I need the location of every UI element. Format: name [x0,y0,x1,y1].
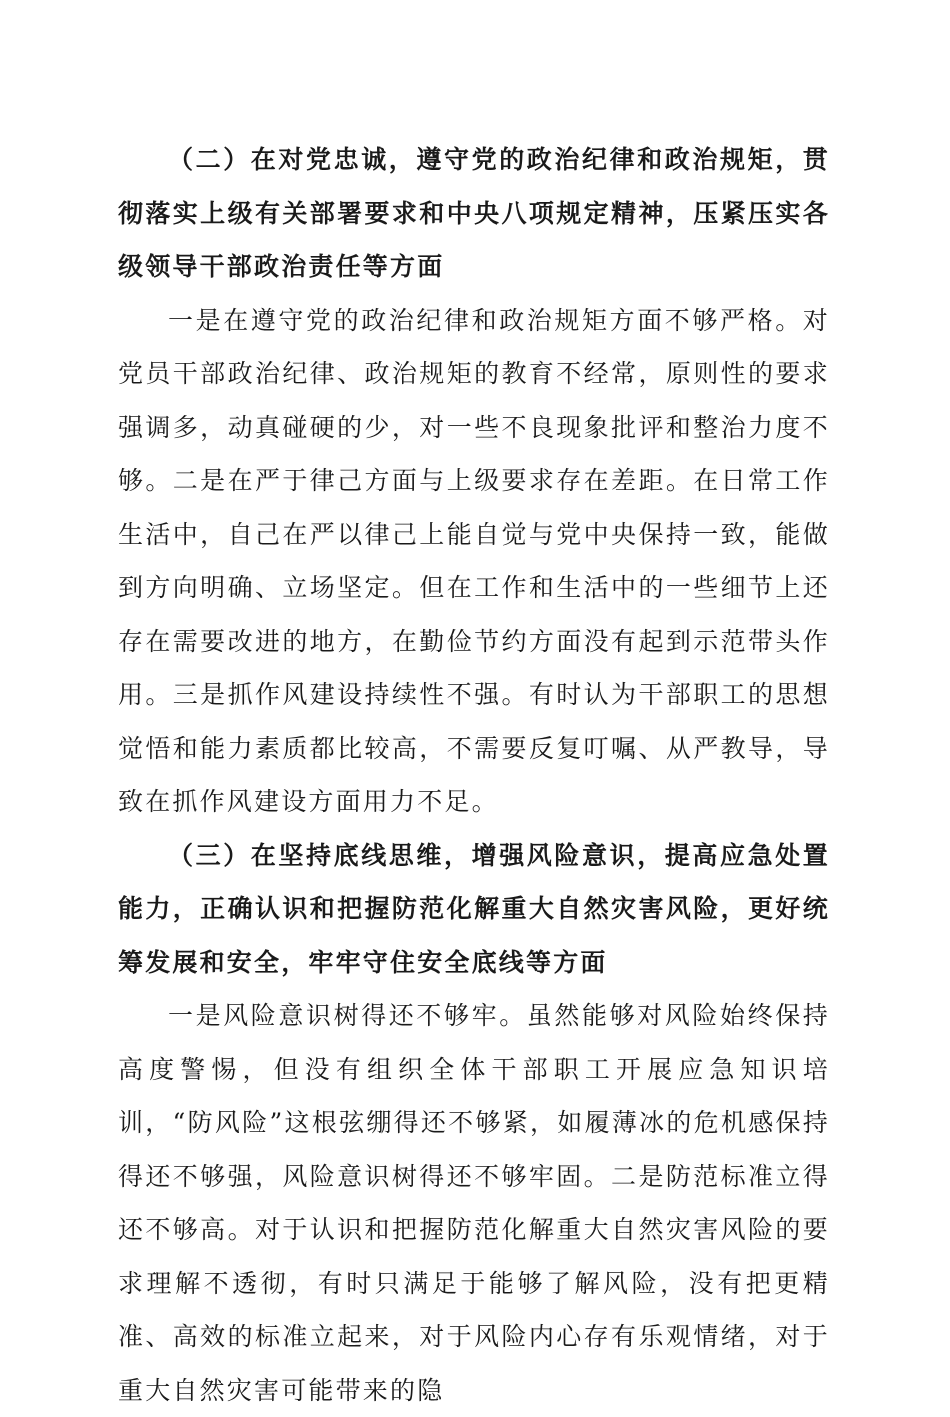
section-heading-3: （三）在坚持底线思维，增强风险意识，提高应急处置能力，正确认识和把握防范化解重大自然灾害风险，更好统筹发展和安全，牢牢守住安全底线等方面 [118,840,830,977]
section-heading-2: （二）在对党忠诚，遵守党的政治纪律和政治规矩，贯彻落实上级有关部署要求和中央八项规定精神，压紧压实各级领导干部政治责任等方面 [118,145,830,281]
section-3-paragraph: 一是风险意识树得还不够牢。虽然能够对风险始终保持高度警惕，但没有组织全体干部职工开展应急知识培训，“防风险”这根弦绷得还不够紧，如履薄冰的危机感保持得还不够强，风险意识树得还不够牢固。二是防范标准立得还不够高。对于认识和把握防范化解重大自然灾害风险的要求理解不透彻，有时只满足于能够了解风险，没有把更精准、高效的标准立起来，对于风险内心存有乐观情绪，对于重大自然灾害可能带来的隐 [118,1001,830,1405]
document-body [118,133,830,1417]
section-2-paragraph: 一是在遵守党的政治纪律和政治规矩方面不够严格。对党员干部政治纪律、政治规矩的教育不经常，原则性的要求强调多，动真碰硬的少，对一些不良现象批评和整治力度不够。二是在严于律己方面与上级要求存在差距。在日常工作生活中，自己在严以律己上能自觉与党中央保持一致，能做到方向明确、立场坚定。但在工作和生活中的一些细节上还存在需要改进的地方，在勤俭节约方面没有起到示范带头作用。三是抓作风建设持续性不强。有时认为干部职工的思想觉悟和能力素质都比较高，不需要反复叮嘱、从严教导，导致在抓作风建设方面用力不足。 [118,305,830,816]
